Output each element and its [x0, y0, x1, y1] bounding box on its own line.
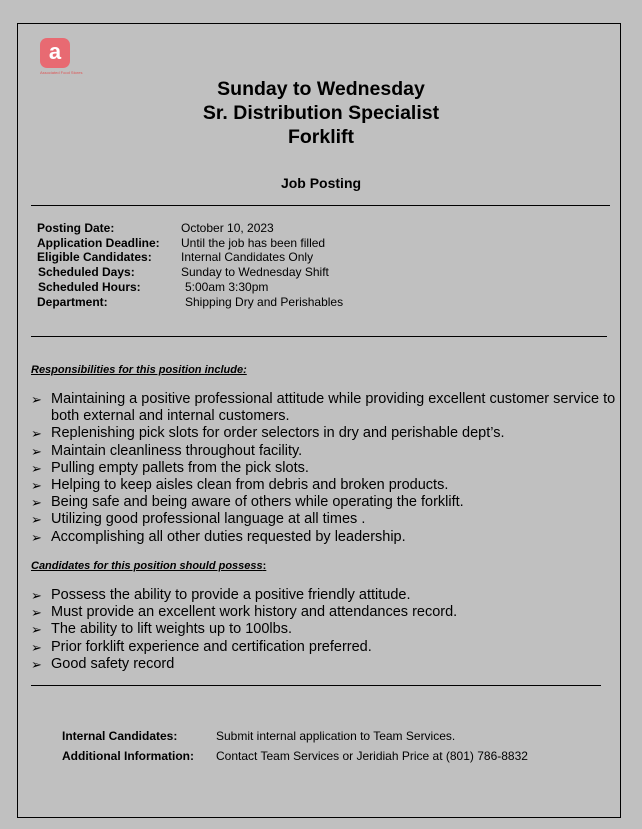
detail-row — [37, 280, 343, 295]
detail-label: Posting Date: — [37, 221, 115, 235]
list-item-text: Helping to keep aisles clean from debris and broken products. — [51, 477, 449, 494]
list-item — [31, 621, 616, 638]
list-item — [31, 656, 616, 673]
detail-value: Until the job has been filled — [181, 235, 326, 250]
bullet-arrow-icon: ➢ — [31, 460, 42, 476]
contact-footer — [62, 727, 528, 766]
list-item-text: Being safe and being aware of others while operating the forklift. — [51, 494, 464, 511]
footer-value: Submit internal application to Team Services. — [216, 729, 456, 743]
divider-middle — [31, 336, 607, 337]
list-item-text: Good safety record — [51, 655, 175, 672]
list-item — [31, 443, 616, 460]
bullet-arrow-icon: ➢ — [31, 605, 42, 621]
footer-value: Contact Team Services or Jeridiah Price at (801) 786-8832 — [216, 748, 528, 763]
list-item-text: Maintain cleanliness throughout facility. — [51, 442, 303, 459]
detail-row — [37, 236, 343, 251]
bullet-arrow-icon: ➢ — [31, 392, 42, 407]
detail-label: Eligible Candidates: — [37, 250, 152, 265]
list-item — [31, 604, 616, 621]
list-item — [31, 477, 616, 494]
bullet-arrow-icon: ➢ — [31, 495, 42, 511]
list-item-text: The ability to lift weights up to 100lbs. — [51, 621, 292, 638]
list-item — [31, 639, 616, 656]
detail-value: Shipping Dry and Perishables — [185, 294, 344, 309]
logo-tagline: Associated Food Stores — [40, 70, 83, 75]
list-item-text: Maintaining a positive professional attitude while providing excellent customer service to both external and internal customers. — [51, 391, 616, 425]
list-item — [31, 511, 616, 528]
candidates-list — [31, 587, 616, 673]
job-posting-subtitle: Job Posting — [280, 175, 362, 191]
list-item-text: Must provide an excellent work history and attendances record. — [51, 604, 458, 621]
detail-value: 5:00am 3:30pm — [185, 279, 269, 294]
detail-row — [37, 295, 343, 310]
company-logo — [40, 38, 84, 76]
list-item-text: Prior forklift experience and certification preferred. — [51, 638, 372, 655]
detail-value: Internal Candidates Only — [181, 250, 314, 265]
footer-label: Additional Information: — [62, 748, 194, 763]
list-item-text: Accomplishing all other duties requested by leadership. — [51, 528, 406, 545]
detail-label: Department: — [37, 294, 108, 309]
candidates-heading — [31, 560, 266, 572]
list-item-text: Utilizing good professional language at all times . — [51, 511, 366, 528]
candidates-heading-colon: : — [262, 560, 267, 572]
detail-row — [37, 250, 343, 265]
list-item — [31, 529, 616, 546]
detail-value: October 10, 2023 — [181, 221, 274, 235]
title-line-3: Forklift — [287, 126, 355, 148]
detail-value: Sunday to Wednesday Shift — [181, 265, 329, 280]
list-item — [31, 494, 616, 511]
list-item — [31, 460, 616, 477]
list-item-text: Possess the ability to provide a positive friendly attitude. — [51, 587, 411, 603]
list-item — [31, 391, 616, 425]
bullet-arrow-icon: ➢ — [31, 622, 42, 638]
detail-label: Scheduled Hours: — [38, 279, 141, 294]
list-item — [31, 425, 616, 442]
responsibilities-list — [31, 391, 616, 546]
bullet-arrow-icon: ➢ — [31, 512, 42, 528]
page-title — [0, 77, 642, 149]
detail-row — [37, 221, 343, 236]
title-line-1: Sunday to Wednesday — [217, 78, 425, 100]
detail-label: Scheduled Days: — [38, 265, 135, 280]
title-line-2: Sr. Distribution Specialist — [202, 102, 440, 124]
candidates-heading-text: Candidates for this position should possess — [31, 560, 263, 572]
footer-row — [62, 747, 528, 767]
logo-badge-icon: a — [40, 38, 70, 68]
bullet-arrow-icon: ➢ — [31, 588, 42, 603]
divider-top — [31, 205, 610, 206]
bullet-arrow-icon: ➢ — [31, 478, 42, 494]
bullet-arrow-icon: ➢ — [31, 656, 42, 672]
posting-details — [37, 221, 343, 309]
footer-label: Internal Candidates: — [62, 729, 178, 743]
bullet-arrow-icon: ➢ — [31, 639, 42, 655]
responsibilities-heading: Responsibilities for this position include: — [31, 364, 247, 376]
list-item-text: Pulling empty pallets from the pick slots. — [51, 459, 309, 476]
bullet-arrow-icon: ➢ — [31, 529, 42, 545]
bullet-arrow-icon: ➢ — [31, 426, 42, 442]
detail-label: Application Deadline: — [37, 235, 160, 250]
footer-row — [62, 727, 528, 747]
list-item-text: Replenishing pick slots for order selectors in dry and perishable dept’s. — [51, 425, 505, 442]
detail-row — [37, 265, 343, 280]
bullet-arrow-icon: ➢ — [31, 443, 42, 459]
list-item — [31, 587, 616, 604]
divider-bottom — [31, 685, 601, 686]
